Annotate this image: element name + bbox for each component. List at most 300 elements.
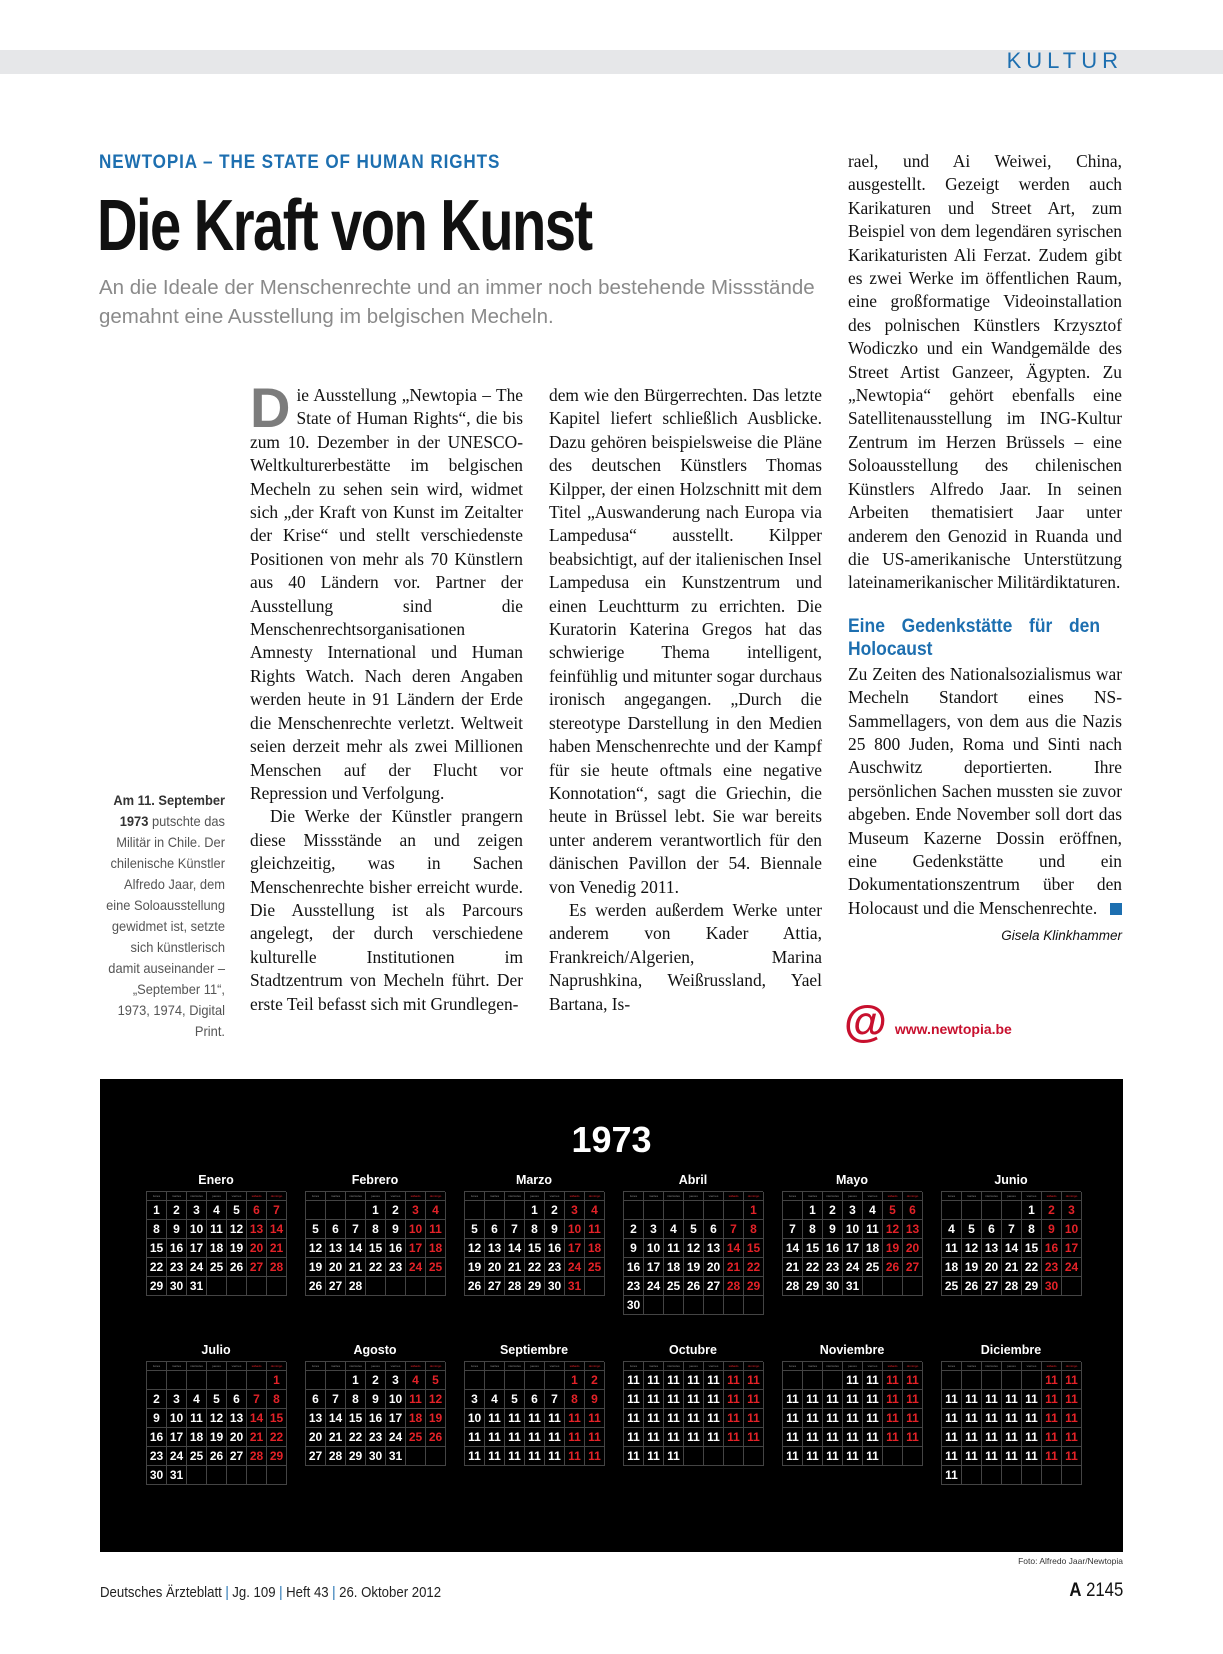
empty-cell — [326, 1371, 346, 1390]
day-cell: 3 — [167, 1390, 187, 1409]
paragraph: Es werden außerdem Werke unter anderem von Kader Attia, Frankreich/Algerien, Marina Naprushkina, Weißrussland, Yael Bartana, Is- — [549, 899, 822, 1014]
day-cell: 11 — [485, 1447, 505, 1466]
day-cell: 11 — [406, 1390, 426, 1409]
paragraph-text: Zu Zeiten des Nationalsozialismus war Mecheln Standort eines NS-Sammellagers, von dem aus die Nazis 25 800 Juden, Roma und Sinti nach Auschwitz deportierten. Ihre persönlichen Sachen mussten sie zuvor abgeben. Ende November soll dort das Museum Kazerne Dossin eröffnen, eine Gedenkstätte und ein Dokumentationszentrum über den Holocaust und die Menschenrechte. — [848, 663, 1122, 918]
weekday-header: martes — [167, 1192, 187, 1201]
weekday-header: domingo — [1062, 1362, 1082, 1371]
empty-cell — [783, 1201, 803, 1220]
calendar-month — [941, 1171, 1081, 1296]
day-cell: 27 — [247, 1258, 267, 1277]
end-mark-icon — [1110, 903, 1122, 915]
day-cell: 8 — [366, 1220, 386, 1239]
web-link[interactable] — [844, 997, 1012, 1046]
day-cell: 28 — [346, 1277, 366, 1296]
day-cell: 11 — [863, 1220, 883, 1239]
empty-cell — [585, 1277, 605, 1296]
empty-cell — [247, 1277, 267, 1296]
month-name: Abril — [678, 1173, 708, 1187]
day-cell: 19 — [207, 1428, 227, 1447]
weekday-header: viernes — [1022, 1192, 1042, 1201]
paragraph: Die Werke der Künstler prangern diese Missstände an und zeigen gleichzeitig, was in Sachen Menschenrechte bisher erreicht wurde. Die Ausstellung ist als Parcours angelegt, der durch verschiedene kulturelle Institutionen im Stadtzentrum von Mecheln führt. Der erste Teil befasst sich mit Grundlegen- — [250, 806, 523, 1014]
day-cell: 11 — [207, 1220, 227, 1239]
day-cell: 14 — [505, 1239, 525, 1258]
day-cell: 26 — [207, 1447, 227, 1466]
day-cell: 11 — [863, 1428, 883, 1447]
day-cell: 1 — [744, 1201, 764, 1220]
empty-cell — [505, 1371, 525, 1390]
day-cell: 10 — [167, 1409, 187, 1428]
day-cell: 9 — [386, 1220, 406, 1239]
weekday-header: sábado — [1042, 1362, 1062, 1371]
day-cell: 14 — [326, 1409, 346, 1428]
day-cell: 14 — [724, 1239, 744, 1258]
day-cell: 3 — [187, 1201, 207, 1220]
day-cell: 27 — [704, 1277, 724, 1296]
day-cell: 15 — [366, 1239, 386, 1258]
weekday-header: martes — [485, 1362, 505, 1371]
day-cell: 5 — [465, 1220, 485, 1239]
day-cell: 9 — [624, 1239, 644, 1258]
day-cell: 11 — [644, 1428, 664, 1447]
day-cell: 5 — [883, 1201, 903, 1220]
day-cell: 11 — [485, 1428, 505, 1447]
day-cell: 11 — [744, 1371, 764, 1390]
weekday-header: miércoles — [346, 1362, 366, 1371]
day-cell: 11 — [1042, 1409, 1062, 1428]
author: Gisela Klinkhammer — [1001, 928, 1122, 944]
day-cell: 27 — [326, 1277, 346, 1296]
day-cell: 16 — [366, 1409, 386, 1428]
empty-cell — [644, 1201, 664, 1220]
empty-cell — [426, 1447, 446, 1466]
day-cell: 2 — [147, 1390, 167, 1409]
separator: | — [279, 1584, 283, 1601]
day-cell: 2 — [823, 1201, 843, 1220]
weekday-header: domingo — [744, 1362, 764, 1371]
weekday-header: viernes — [386, 1362, 406, 1371]
calendar-month — [782, 1341, 922, 1466]
day-cell: 11 — [1042, 1390, 1062, 1409]
day-cell: 8 — [147, 1220, 167, 1239]
day-cell: 9 — [585, 1390, 605, 1409]
day-cell: 11 — [684, 1371, 704, 1390]
day-cell: 11 — [843, 1428, 863, 1447]
weekday-header: martes — [326, 1192, 346, 1201]
day-cell: 21 — [724, 1258, 744, 1277]
month-name: Octubre — [669, 1343, 717, 1357]
weekday-header: domingo — [426, 1192, 446, 1201]
month-grid — [941, 1361, 1081, 1485]
weekday-header: domingo — [744, 1192, 764, 1201]
day-cell: 28 — [783, 1277, 803, 1296]
day-cell: 4 — [863, 1201, 883, 1220]
day-cell: 6 — [227, 1390, 247, 1409]
weekday-header: domingo — [267, 1192, 287, 1201]
weekday-header: lunes — [942, 1192, 962, 1201]
day-cell: 11 — [644, 1390, 664, 1409]
empty-cell — [247, 1371, 267, 1390]
calendar-month — [782, 1171, 922, 1296]
day-cell: 11 — [823, 1409, 843, 1428]
empty-cell — [704, 1447, 724, 1466]
day-cell: 9 — [545, 1220, 565, 1239]
day-cell: 11 — [903, 1428, 923, 1447]
day-cell: 5 — [505, 1390, 525, 1409]
weekday-header: sábado — [724, 1362, 744, 1371]
paragraph — [848, 663, 1122, 920]
caption-bold: Am 11. September 1973 — [113, 792, 225, 829]
day-cell: 21 — [783, 1258, 803, 1277]
footer — [100, 1584, 441, 1601]
weekday-header: domingo — [426, 1362, 446, 1371]
empty-cell — [962, 1371, 982, 1390]
empty-cell — [187, 1466, 207, 1485]
day-cell: 29 — [1022, 1277, 1042, 1296]
day-cell: 15 — [147, 1239, 167, 1258]
empty-cell — [664, 1296, 684, 1315]
day-cell: 11 — [783, 1409, 803, 1428]
issue-date: 26. Oktober 2012 — [339, 1584, 442, 1601]
day-cell: 7 — [247, 1390, 267, 1409]
day-cell: 11 — [1062, 1428, 1082, 1447]
empty-cell — [684, 1296, 704, 1315]
day-cell: 4 — [942, 1220, 962, 1239]
day-cell: 7 — [505, 1220, 525, 1239]
weekday-header: lunes — [147, 1192, 167, 1201]
weekday-header: viernes — [545, 1192, 565, 1201]
month-grid — [146, 1191, 286, 1296]
web-url[interactable]: www.newtopia.be — [894, 1021, 1012, 1037]
empty-cell — [147, 1371, 167, 1390]
journal-name: Deutsches Ärzteblatt — [100, 1584, 222, 1601]
day-cell: 11 — [863, 1390, 883, 1409]
day-cell: 6 — [485, 1220, 505, 1239]
day-cell: 23 — [167, 1258, 187, 1277]
day-cell: 11 — [525, 1428, 545, 1447]
day-cell: 28 — [1002, 1277, 1022, 1296]
month-grid — [782, 1191, 922, 1296]
page-value: 2145 — [1085, 1580, 1123, 1601]
day-cell: 6 — [247, 1201, 267, 1220]
weekday-header: viernes — [545, 1362, 565, 1371]
day-cell: 15 — [1022, 1239, 1042, 1258]
day-cell: 11 — [883, 1428, 903, 1447]
empty-cell — [724, 1447, 744, 1466]
weekday-header: jueves — [525, 1362, 545, 1371]
day-cell: 11 — [843, 1371, 863, 1390]
day-cell: 7 — [724, 1220, 744, 1239]
weekday-header: miércoles — [664, 1192, 684, 1201]
empty-cell — [744, 1447, 764, 1466]
month-name: Septiembre — [499, 1343, 569, 1357]
day-cell: 9 — [366, 1390, 386, 1409]
weekday-header: sábado — [406, 1362, 426, 1371]
day-cell: 8 — [267, 1390, 287, 1409]
day-cell: 12 — [684, 1239, 704, 1258]
day-cell: 17 — [386, 1409, 406, 1428]
day-cell: 11 — [624, 1409, 644, 1428]
day-cell: 9 — [147, 1409, 167, 1428]
day-cell: 16 — [1042, 1239, 1062, 1258]
day-cell: 11 — [1002, 1428, 1022, 1447]
day-cell: 7 — [267, 1201, 287, 1220]
day-cell: 11 — [863, 1447, 883, 1466]
month-grid — [782, 1361, 922, 1466]
day-cell: 6 — [525, 1390, 545, 1409]
day-cell: 11 — [962, 1447, 982, 1466]
month-grid — [146, 1361, 286, 1485]
weekday-header: sábado — [406, 1192, 426, 1201]
empty-cell — [545, 1371, 565, 1390]
day-cell: 3 — [1062, 1201, 1082, 1220]
day-cell: 9 — [1042, 1220, 1062, 1239]
separator: | — [225, 1584, 229, 1601]
day-cell: 3 — [644, 1220, 664, 1239]
empty-cell — [227, 1371, 247, 1390]
calendar-month — [623, 1341, 763, 1466]
weekday-header: sábado — [247, 1192, 267, 1201]
weekday-header: jueves — [843, 1362, 863, 1371]
day-cell: 5 — [962, 1220, 982, 1239]
calendar-month — [146, 1341, 286, 1485]
day-cell: 24 — [187, 1258, 207, 1277]
day-cell: 27 — [306, 1447, 326, 1466]
day-cell: 10 — [406, 1220, 426, 1239]
day-cell: 11 — [982, 1428, 1002, 1447]
calendar-month — [305, 1171, 445, 1296]
empty-cell — [982, 1466, 1002, 1485]
day-cell: 11 — [982, 1447, 1002, 1466]
day-cell: 20 — [227, 1428, 247, 1447]
weekday-header: martes — [644, 1362, 664, 1371]
day-cell: 11 — [803, 1409, 823, 1428]
day-cell: 3 — [465, 1390, 485, 1409]
day-cell: 20 — [326, 1258, 346, 1277]
day-cell: 26 — [306, 1277, 326, 1296]
day-cell: 11 — [942, 1390, 962, 1409]
month-grid — [941, 1191, 1081, 1296]
day-cell: 11 — [1022, 1390, 1042, 1409]
day-cell: 4 — [406, 1371, 426, 1390]
day-cell: 29 — [525, 1277, 545, 1296]
day-cell: 11 — [803, 1428, 823, 1447]
day-cell: 11 — [1062, 1447, 1082, 1466]
weekday-header: sábado — [565, 1192, 585, 1201]
day-cell: 11 — [1002, 1390, 1022, 1409]
day-cell: 8 — [1022, 1220, 1042, 1239]
day-cell: 22 — [744, 1258, 764, 1277]
calendar-month — [623, 1171, 763, 1315]
day-cell: 11 — [744, 1390, 764, 1409]
day-cell: 14 — [783, 1239, 803, 1258]
day-cell: 12 — [962, 1239, 982, 1258]
weekday-header: lunes — [465, 1362, 485, 1371]
day-cell: 11 — [704, 1409, 724, 1428]
day-cell: 29 — [744, 1277, 764, 1296]
weekday-header: sábado — [883, 1192, 903, 1201]
day-cell: 18 — [406, 1409, 426, 1428]
day-cell: 12 — [883, 1220, 903, 1239]
weekday-header: martes — [485, 1192, 505, 1201]
day-cell: 11 — [823, 1447, 843, 1466]
day-cell: 11 — [664, 1428, 684, 1447]
day-cell: 22 — [803, 1258, 823, 1277]
day-cell: 20 — [485, 1258, 505, 1277]
day-cell: 27 — [485, 1277, 505, 1296]
day-cell: 11 — [962, 1390, 982, 1409]
month-name: Julio — [201, 1343, 231, 1357]
day-cell: 21 — [267, 1239, 287, 1258]
day-cell: 11 — [704, 1371, 724, 1390]
day-cell: 4 — [426, 1201, 446, 1220]
weekday-header: miércoles — [982, 1362, 1002, 1371]
day-cell: 11 — [903, 1371, 923, 1390]
day-cell: 28 — [247, 1447, 267, 1466]
day-cell: 8 — [346, 1390, 366, 1409]
day-cell: 21 — [326, 1428, 346, 1447]
day-cell: 21 — [1002, 1258, 1022, 1277]
weekday-header: lunes — [465, 1192, 485, 1201]
day-cell: 2 — [386, 1201, 406, 1220]
day-cell: 4 — [187, 1390, 207, 1409]
day-cell: 4 — [664, 1220, 684, 1239]
day-cell: 20 — [982, 1258, 1002, 1277]
day-cell: 17 — [187, 1239, 207, 1258]
empty-cell — [863, 1277, 883, 1296]
weekday-header: viernes — [386, 1192, 406, 1201]
day-cell: 2 — [624, 1220, 644, 1239]
day-cell: 20 — [247, 1239, 267, 1258]
day-cell: 7 — [346, 1220, 366, 1239]
empty-cell — [883, 1277, 903, 1296]
weekday-header: martes — [803, 1362, 823, 1371]
day-cell: 16 — [167, 1239, 187, 1258]
day-cell: 11 — [724, 1390, 744, 1409]
day-cell: 11 — [843, 1447, 863, 1466]
day-cell: 11 — [823, 1390, 843, 1409]
day-cell: 8 — [744, 1220, 764, 1239]
day-cell: 17 — [644, 1258, 664, 1277]
weekday-header: sábado — [247, 1362, 267, 1371]
section-label: KULTUR — [1006, 48, 1123, 73]
day-cell: 11 — [982, 1409, 1002, 1428]
day-cell: 1 — [1022, 1201, 1042, 1220]
weekday-header: domingo — [585, 1192, 605, 1201]
day-cell: 24 — [565, 1258, 585, 1277]
day-cell: 27 — [903, 1258, 923, 1277]
day-cell: 22 — [267, 1428, 287, 1447]
day-cell: 26 — [684, 1277, 704, 1296]
weekday-header: lunes — [147, 1362, 167, 1371]
weekday-header: lunes — [624, 1362, 644, 1371]
day-cell: 24 — [843, 1258, 863, 1277]
day-cell: 11 — [644, 1409, 664, 1428]
article-column-1 — [250, 376, 523, 1016]
day-cell: 25 — [863, 1258, 883, 1277]
empty-cell — [664, 1201, 684, 1220]
day-cell: 11 — [585, 1409, 605, 1428]
day-cell: 27 — [227, 1447, 247, 1466]
day-cell: 6 — [326, 1220, 346, 1239]
day-cell: 14 — [247, 1409, 267, 1428]
weekday-header: jueves — [207, 1362, 227, 1371]
month-grid — [305, 1191, 445, 1296]
paragraph: dem wie den Bürgerrechten. Das letzte Kapitel liefert schließlich Ausblicke. Dazu gehören beispielsweise die Pläne des deutschen Künstlers Thomas Kilpper, der einen Holzschnitt mit dem Titel „Auswanderung nach Europa via Lampedusa“ ausstellt. Kilpper beabsichtigt, auf der italienischen Insel Lampedusa ein Kunstzentrum und einen Leuchtturm zu errichten. Die Kuratorin Katerina Gregos hat das schwierige Thema intelligent, feinfühlig und mitunter sogar durchaus ironisch angegangen. „Durch die stereotype Darstellung in den Medien haben Menschenrechte und der Kampf für sie heute oftmals eine negative Konnotation“, sagt die Griechin, die heute in Brüssel lebt. Sie war bereits unter anderem verantwortlich für den dänischen Pavillon der 54. Biennale von Venedig 2011. — [549, 385, 822, 897]
day-cell: 17 — [406, 1239, 426, 1258]
day-cell: 21 — [247, 1428, 267, 1447]
day-cell: 14 — [267, 1220, 287, 1239]
day-cell: 30 — [624, 1296, 644, 1315]
day-cell: 10 — [386, 1390, 406, 1409]
weekday-header: miércoles — [187, 1192, 207, 1201]
caption-text: putschte das Militär in Chile. Der chilenische Künstler Alfredo Jaar, dem eine Soloausstellung gewidmet ist, setzte sich künstlerisch damit auseinander – „September 11“, 1973, 1974, Digital Print. — [106, 813, 225, 1039]
day-cell: 26 — [883, 1258, 903, 1277]
weekday-header: jueves — [684, 1192, 704, 1201]
empty-cell — [465, 1371, 485, 1390]
day-cell: 9 — [823, 1220, 843, 1239]
empty-cell — [306, 1371, 326, 1390]
article-column-2 — [549, 384, 822, 1016]
empty-cell — [485, 1371, 505, 1390]
day-cell: 24 — [386, 1428, 406, 1447]
day-cell: 19 — [684, 1258, 704, 1277]
day-cell: 11 — [684, 1390, 704, 1409]
day-cell: 11 — [585, 1428, 605, 1447]
day-cell: 4 — [485, 1390, 505, 1409]
weekday-header: jueves — [684, 1362, 704, 1371]
day-cell: 15 — [803, 1239, 823, 1258]
day-cell: 22 — [525, 1258, 545, 1277]
day-cell: 18 — [187, 1428, 207, 1447]
day-cell: 17 — [565, 1239, 585, 1258]
empty-cell — [267, 1277, 287, 1296]
day-cell: 11 — [624, 1371, 644, 1390]
day-cell: 29 — [346, 1447, 366, 1466]
day-cell: 11 — [624, 1390, 644, 1409]
month-grid — [623, 1361, 763, 1466]
page-prefix: A — [1069, 1580, 1082, 1601]
day-cell: 17 — [843, 1239, 863, 1258]
day-cell: 11 — [843, 1390, 863, 1409]
day-cell: 17 — [167, 1428, 187, 1447]
day-cell: 11 — [545, 1409, 565, 1428]
empty-cell — [1042, 1466, 1062, 1485]
day-cell: 4 — [207, 1201, 227, 1220]
day-cell: 25 — [942, 1277, 962, 1296]
day-cell: 24 — [644, 1277, 664, 1296]
empty-cell — [1002, 1466, 1022, 1485]
day-cell: 6 — [903, 1201, 923, 1220]
day-cell: 26 — [962, 1277, 982, 1296]
day-cell: 18 — [942, 1258, 962, 1277]
weekday-header: miércoles — [982, 1192, 1002, 1201]
day-cell: 19 — [465, 1258, 485, 1277]
day-cell: 25 — [426, 1258, 446, 1277]
day-cell: 11 — [783, 1447, 803, 1466]
month-name: Febrero — [351, 1173, 399, 1187]
day-cell: 5 — [684, 1220, 704, 1239]
article-column-3 — [848, 150, 1122, 948]
empty-cell — [366, 1277, 386, 1296]
day-cell: 11 — [525, 1409, 545, 1428]
day-cell: 11 — [585, 1447, 605, 1466]
weekday-header: viernes — [704, 1362, 724, 1371]
empty-cell — [942, 1371, 962, 1390]
empty-cell — [803, 1371, 823, 1390]
day-cell: 1 — [525, 1201, 545, 1220]
day-cell: 2 — [366, 1371, 386, 1390]
day-cell: 11 — [644, 1447, 664, 1466]
